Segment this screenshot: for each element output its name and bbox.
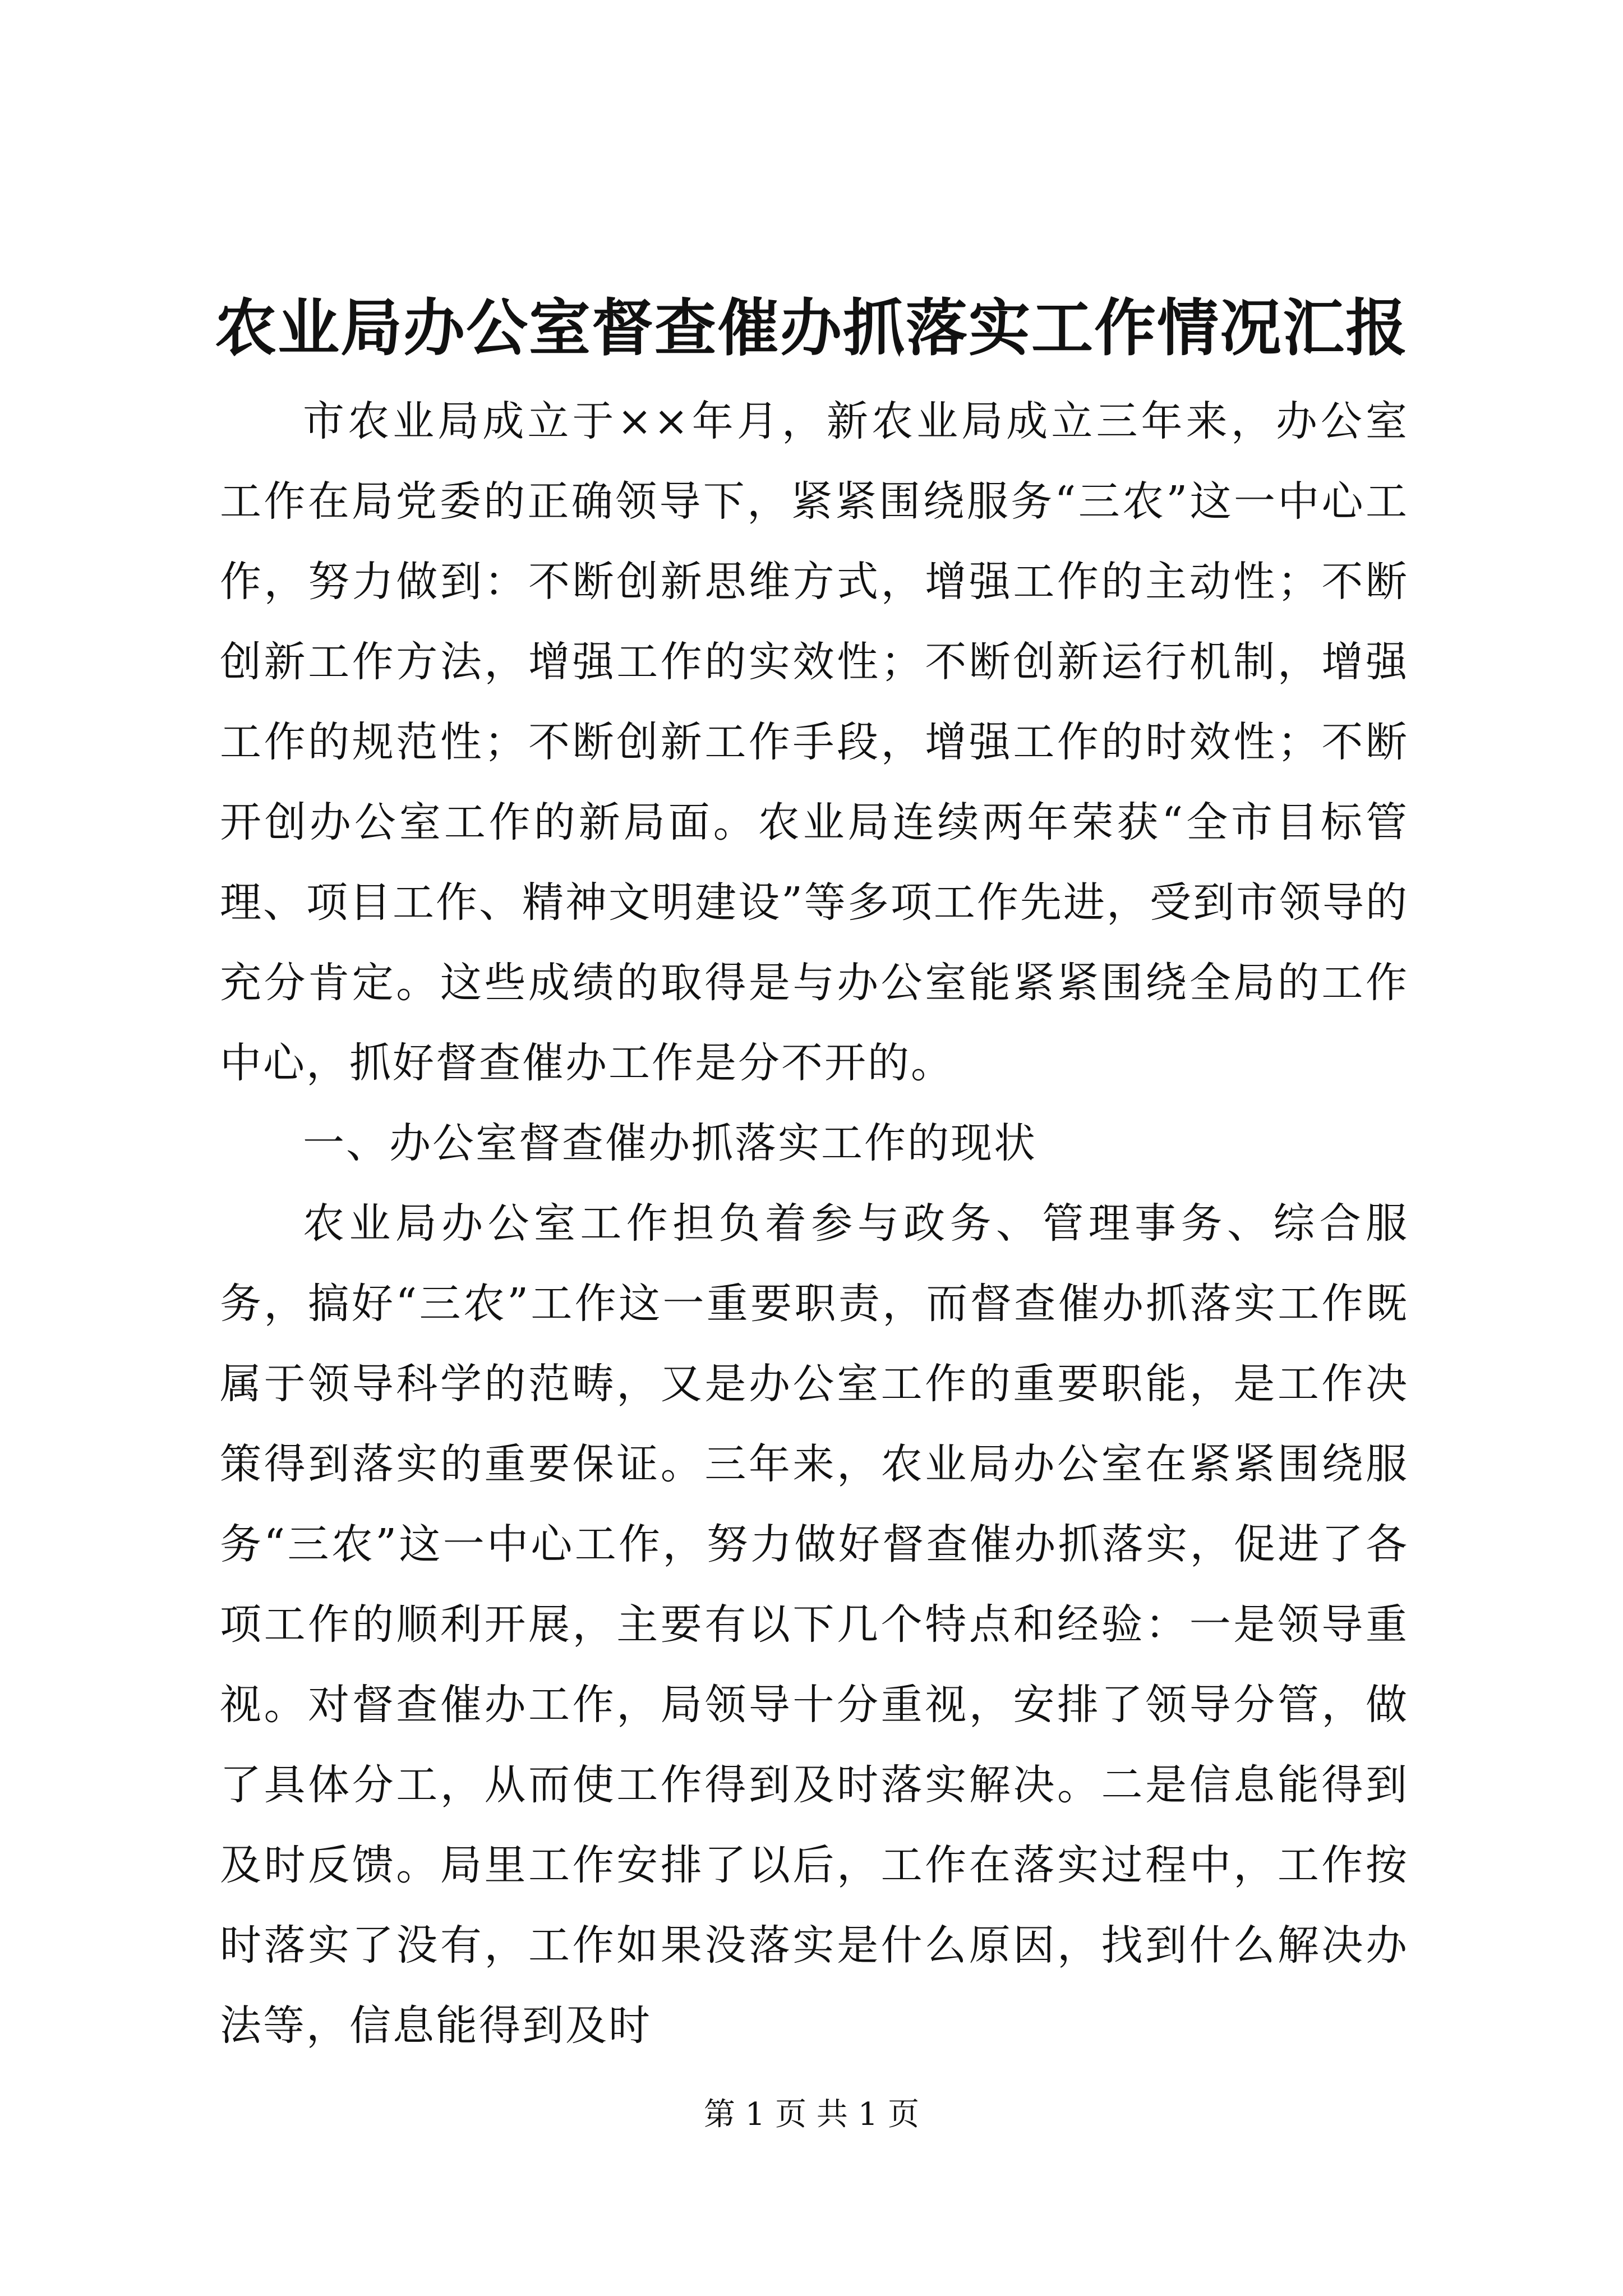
paragraph-intro: 市农业局成立于××年月，新农业局成立三年来，办公室工作在局党委的正确领导下，紧紧围绕服务“三农”这一中心工作，努力做到：不断创新思维方式，增强工作的主动性；不断创新工作方法，增强工作的实效性；不断创新运行机制，增强工作的规范性；不断创新工作手段，增强工作的时效性；不断开创办公室工作的新局面。农业局连续两年荣获“全市目标管理、项目工作、精神文明建设”等多项工作先进，受到市领导的充分肯定。这些成绩的取得是与办公室能紧紧围绕全局的工作中心，抓好督查催办工作是分不开的。: [220, 397, 1409, 1087]
document-body: [220, 381, 1409, 2066]
section-heading-1: 一、办公室督查催办抓落实工作的现状: [303, 1119, 1037, 1167]
paragraph-status: 农业局办公室工作担负着参与政务、管理事务、综合服务，搞好“三农”工作这一重要职责，而督查催办抓落实工作既属于领导科学的范畴，又是办公室工作的重要职能，是工作决策得到落实的重要保证。三年来，农业局办公室在紧紧围绕服务“三农”这一中心工作，努力做好督查催办抓落实，促进了各项工作的顺利开展，主要有以下几个特点和经验：一是领导重视。对督查催办工作，局领导十分重视，安排了领导分管，做了具体分工，从而使工作得到及时落实解决。二是信息能得到及时反馈。局里工作安排了以后，工作在落实过程中，工作按时落实了没有，工作如果没落实是什么原因，找到什么解决办法等，信息能得到及时: [220, 1199, 1409, 2050]
page-footer: 第 1 页 共 1 页: [703, 2096, 920, 2133]
document-title: 农业局办公室督查催办抓落实工作情况汇报: [215, 292, 1408, 364]
